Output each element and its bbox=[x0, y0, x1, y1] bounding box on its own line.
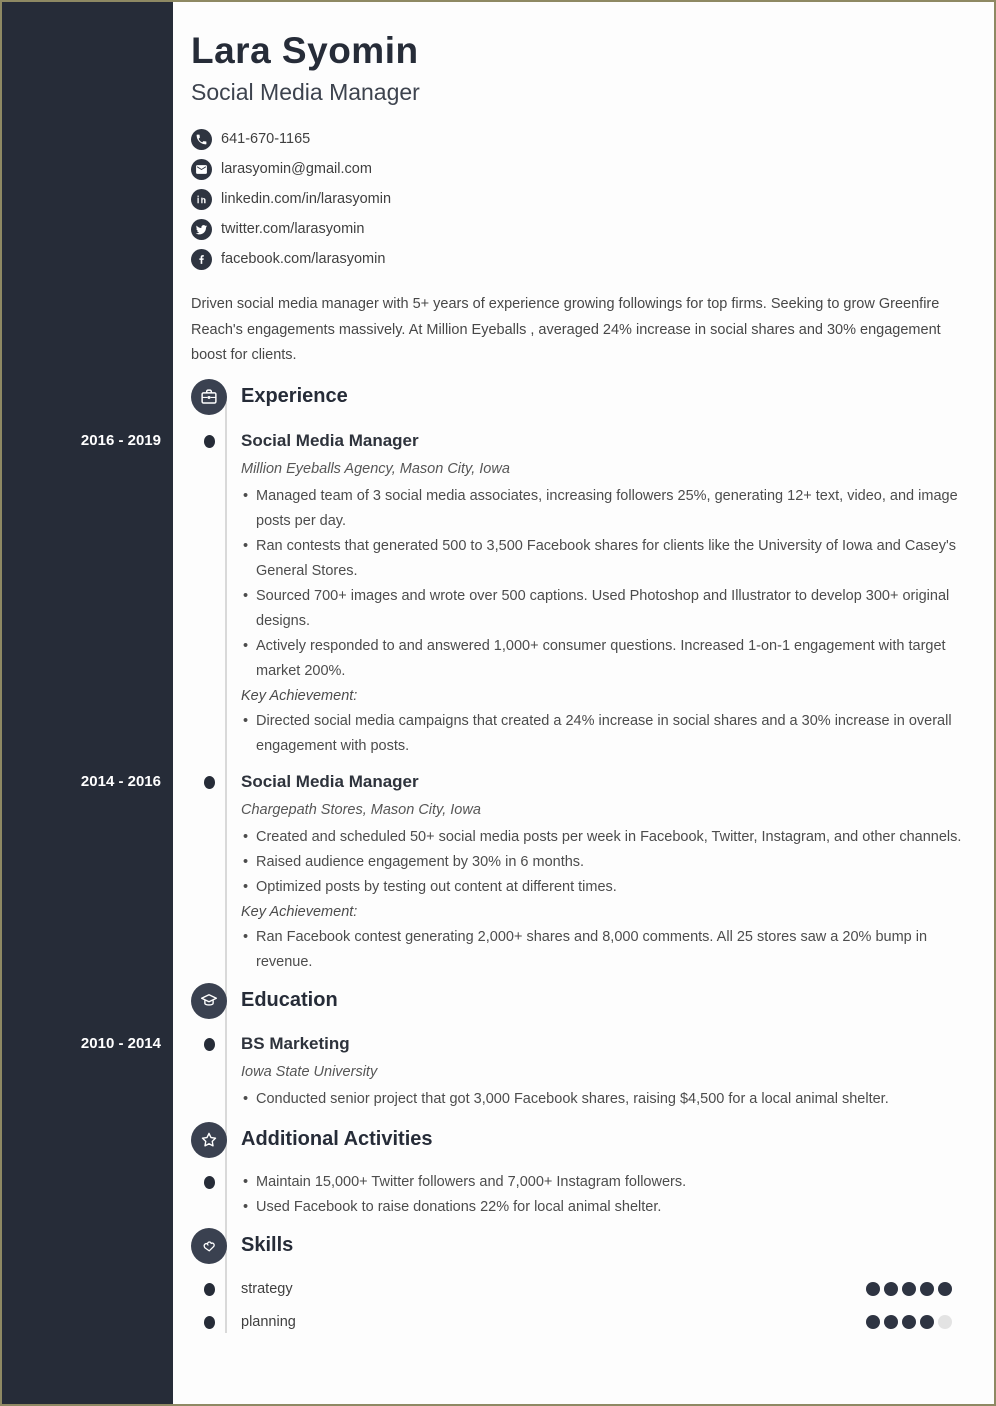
achievement-bullet: • Directed social media campaigns that created a 24% increase in social shares and a 30% increase in overall engagement with posts. bbox=[241, 709, 964, 759]
activity-bullet: • Used Facebook to raise donations 22% for local animal shelter. bbox=[241, 1195, 964, 1220]
section-header-skills bbox=[191, 1228, 964, 1264]
facebook-icon bbox=[191, 249, 212, 270]
activities-entry bbox=[191, 1170, 964, 1220]
job-bullet: • Actively responded to and answered 1,000+ consumer questions. Increased 1-on-1 engagement with target market 200%. bbox=[241, 634, 964, 684]
skill-row-planning bbox=[191, 1309, 964, 1335]
skill-dot-filled bbox=[938, 1282, 952, 1296]
section-header-education bbox=[191, 983, 964, 1019]
contact-twitter bbox=[191, 214, 964, 244]
date-range-3: 2010 - 2014 bbox=[80, 1034, 161, 1052]
phone-value[interactable]: 641-670-1165 bbox=[221, 131, 311, 147]
skill-dot-empty bbox=[938, 1315, 952, 1329]
job-title: Social Media Manager bbox=[241, 430, 419, 450]
facebook-value[interactable]: facebook.com/larasyomin bbox=[221, 251, 386, 267]
fist-icon bbox=[191, 1228, 227, 1264]
email-icon bbox=[191, 159, 212, 180]
email-value[interactable]: larasyomin@gmail.com bbox=[221, 161, 372, 177]
achievement-list bbox=[241, 925, 964, 975]
experience-entry-1 bbox=[80, 430, 964, 759]
person-name: Lara Syomin bbox=[191, 30, 419, 71]
timeline-dot bbox=[204, 1316, 215, 1329]
job-bullet: • Sourced 700+ images and wrote over 500 captions. Used Photoshop and Illustrator to develop 300+ original designs. bbox=[241, 584, 964, 634]
degree-title: BS Marketing bbox=[241, 1033, 350, 1053]
skill-dot-filled bbox=[920, 1315, 934, 1329]
skill-level-dots bbox=[866, 1282, 952, 1296]
timeline-dot bbox=[204, 435, 215, 448]
skill-row-strategy bbox=[191, 1276, 964, 1302]
section-title-activities: Additional Activities bbox=[241, 1128, 433, 1150]
linkedin-value[interactable]: linkedin.com/in/larasyomin bbox=[221, 191, 392, 207]
education-entry bbox=[80, 1033, 964, 1112]
timeline-dot bbox=[204, 1038, 215, 1051]
skill-dot-filled bbox=[902, 1315, 916, 1329]
skill-dot-filled bbox=[884, 1282, 898, 1296]
section-title-skills: Skills bbox=[241, 1234, 294, 1256]
job-bullet-list bbox=[241, 825, 964, 900]
timeline-dot bbox=[204, 1176, 215, 1189]
job-bullet: • Ran contests that generated 500 to 3,500 Facebook shares for clients like the University of Iowa and Casey's General Stores. bbox=[241, 534, 964, 584]
contact-facebook bbox=[191, 244, 964, 274]
section-header-activities bbox=[191, 1122, 964, 1158]
experience-entry-2 bbox=[80, 771, 964, 975]
star-icon bbox=[191, 1122, 227, 1158]
linkedin-icon bbox=[191, 189, 212, 210]
job-title: Social Media Manager bbox=[241, 771, 419, 791]
school-name: Iowa State University bbox=[241, 1063, 378, 1080]
twitter-value[interactable]: twitter.com/larasyomin bbox=[221, 221, 365, 237]
skill-name: planning bbox=[241, 1313, 296, 1330]
education-bullet-list bbox=[241, 1087, 964, 1112]
contact-linkedin bbox=[191, 184, 964, 214]
key-achievement-label: Key Achievement: bbox=[241, 903, 358, 920]
skill-level-dots bbox=[866, 1315, 952, 1329]
skill-dot-filled bbox=[920, 1282, 934, 1296]
summary-paragraph: Driven social media manager with 5+ years of experience growing followings for top firms. Seeking to grow Greenfire Reach's engagements massively. At Million Eyeballs , averaged 24% increase in social shares and 30% engagement boost for clients. bbox=[191, 296, 941, 363]
phone-icon bbox=[191, 129, 212, 150]
date-range-1: 2016 - 2019 bbox=[80, 431, 161, 449]
job-bullet-list bbox=[241, 484, 964, 684]
key-achievement-label: Key Achievement: bbox=[241, 687, 358, 704]
section-title-experience: Experience bbox=[241, 385, 348, 407]
skill-dot-filled bbox=[884, 1315, 898, 1329]
date-range-2: 2014 - 2016 bbox=[80, 772, 161, 790]
job-bullet: • Raised audience engagement by 30% in 6 months. bbox=[241, 850, 964, 875]
skill-dot-filled bbox=[866, 1282, 880, 1296]
timeline-sections bbox=[80, 379, 964, 1335]
timeline-dot bbox=[204, 776, 215, 789]
contact-list bbox=[191, 124, 964, 274]
person-job-title: Social Media Manager bbox=[191, 79, 420, 105]
activities-bullet-list bbox=[241, 1170, 964, 1220]
graduation-cap-icon bbox=[191, 983, 227, 1019]
twitter-icon bbox=[191, 219, 212, 240]
skill-name: strategy bbox=[241, 1280, 293, 1297]
contact-email bbox=[191, 154, 964, 184]
job-bullet: • Created and scheduled 50+ social media posts per week in Facebook, Twitter, Instagram, and other channels. bbox=[241, 825, 964, 850]
job-company: Million Eyeballs Agency, Mason City, Iowa bbox=[241, 460, 510, 477]
skill-dot-filled bbox=[902, 1282, 916, 1296]
achievement-bullet: • Ran Facebook contest generating 2,000+ shares and 8,000 comments. All 25 stores saw a 20% bump in revenue. bbox=[241, 925, 964, 975]
job-bullet: • Optimized posts by testing out content at different times. bbox=[241, 875, 964, 900]
achievement-list bbox=[241, 709, 964, 759]
job-bullet: • Managed team of 3 social media associates, increasing followers 25%, generating 12+ text, video, and image posts per day. bbox=[241, 484, 964, 534]
education-bullet: • Conducted senior project that got 3,000 Facebook shares, raising $4,500 for a local animal shelter. bbox=[241, 1087, 964, 1112]
sidebar bbox=[2, 2, 173, 1404]
job-company: Chargepath Stores, Mason City, Iowa bbox=[241, 801, 481, 818]
main-content bbox=[80, 2, 994, 1404]
briefcase-icon bbox=[191, 379, 227, 415]
timeline-dot bbox=[204, 1283, 215, 1296]
activity-bullet: • Maintain 15,000+ Twitter followers and 7,000+ Instagram followers. bbox=[241, 1170, 964, 1195]
skill-dot-filled bbox=[866, 1315, 880, 1329]
section-header-experience bbox=[191, 379, 964, 415]
contact-phone bbox=[191, 124, 964, 154]
section-title-education: Education bbox=[241, 989, 338, 1011]
